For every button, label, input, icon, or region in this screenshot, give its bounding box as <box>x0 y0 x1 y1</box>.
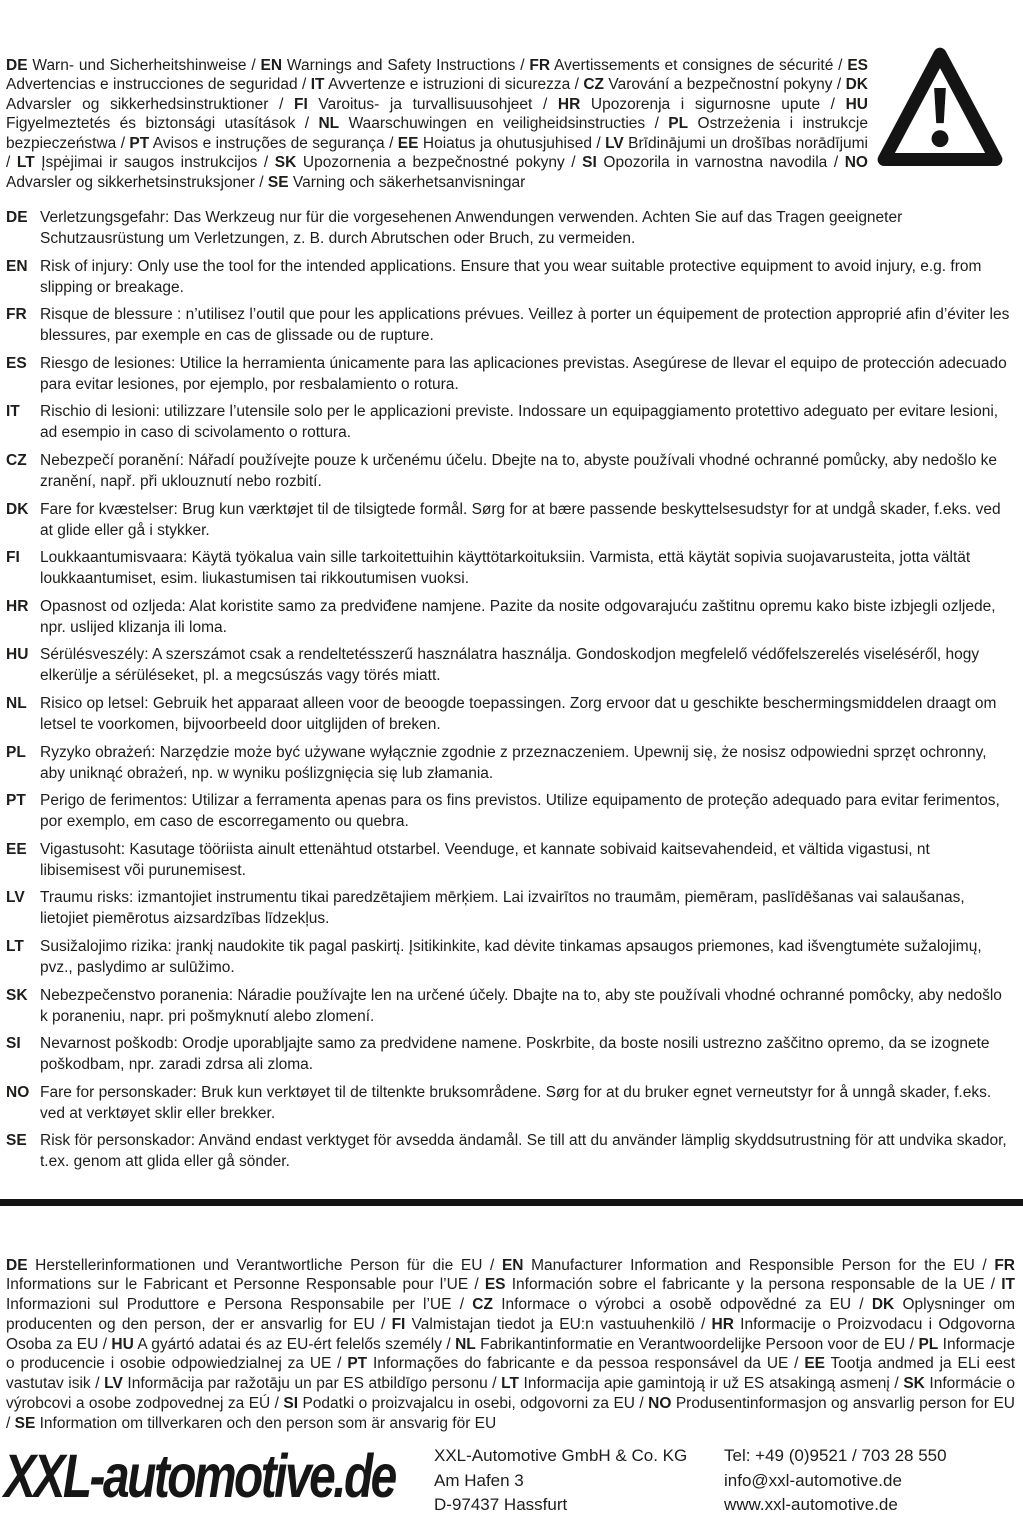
language-code: IT <box>6 403 20 421</box>
warning-text: Ryzyko obrażeń: Narzędzie może być używane wyłącznie zgodnie z przeznaczeniem. Upewnij się, że nosisz odpowiedni sprzęt ochronny, aby uniknąć obrażeń, np. w wyniku poślizgnięcia się lub złamania. <box>40 743 987 782</box>
warning-text: Nebezpečenstvo poranenia: Náradie používajte len na určené účely. Dbajte na to, aby ste používali vhodné ochranné pomôcky, aby nedošlo k poraneniu, napr. pri pošmyknutí alebo zlomení. <box>40 986 1002 1025</box>
warning-text: Rischio di lesioni: utilizzare l’utensile solo per le applicazioni previste. Indossare un equipaggiamento protettivo adeguato per evitare lesioni, ad esempio in caso di scivolamento o rottura. <box>40 403 999 442</box>
language-code: FI <box>6 549 20 567</box>
warning-triangle-icon <box>875 41 1005 174</box>
warning-text: Risk för personskador: Använd endast verktyget för avsedda ändamål. Se till att du använder lämplig skyddsutrustning för att undvika skador, t.ex. genom att glida eller gå sönder. <box>40 1132 1007 1171</box>
warning-text: Risk of injury: Only use the tool for the intended applications. Ensure that you wear suitable protective equipment to avoid injury, e.g. from slipping or breakage. <box>40 257 982 296</box>
language-code: LV <box>6 889 25 907</box>
warning-row-es <box>6 353 1013 395</box>
warning-row-fr <box>6 304 1013 346</box>
warning-text: Loukkaantumisvaara: Käytä työkalua vain sille tarkoitettuihin käyttötarkoituksiin. Varmista, että käytät sopivia suojavarusteita, jotta vältät loukkaantumiset, esim. liukastumisen tai rikkoutumisen vuoksi. <box>40 549 971 588</box>
footer <box>0 1441 1023 1514</box>
company-street: Am Hafen 3 <box>434 1470 524 1490</box>
language-code: ES <box>6 354 27 372</box>
warning-row-fi <box>6 547 1013 589</box>
warning-text: Riesgo de lesiones: Utilice la herramienta únicamente para las aplicaciones previstas. Asegúrese de llevar el equipo de protección adecuado para evitar lesiones, por ejemplo, por resbalamiento o rotura. <box>40 354 1007 393</box>
warning-text: Verletzungsgefahr: Das Werkzeug nur für die vorgesehenen Anwendungen verwenden. Achten Sie auf das Tragen geeigneter Schutzausrüstung um Verletzungen, z. B. durch Abrutschen oder Bruch, zu vermeiden. <box>40 209 903 247</box>
warning-text: Susižalojimo rizika: įrankį naudokite tik pagal paskirtį. Įsitikinkite, kad dėvite tinkamas apsaugos priemones, kad išvengtumėte sužalojimų, pvz., paslydimo ar sulūžimo. <box>40 937 982 976</box>
warning-text: Risque de blessure : n’utilisez l’outil que pour les applications prévues. Veillez à porter un équipement de protection approprié afin d’éviter les blessures, par exemple en cas de glissade ou de rupture. <box>40 306 1010 345</box>
language-code: EN <box>6 257 28 275</box>
language-code: HU <box>6 646 29 664</box>
section-divider <box>0 1199 1023 1206</box>
warning-row-nl <box>6 693 1013 735</box>
manufacturer-info: DE Herstellerinformationen und Verantwortliche Person für die EU / EN Manufacturer Information and Responsible Person for the EU / FR Informations sur le Fabricant et Personne Responsable pour l’UE / ES Información sobre el fabricante y la persona responsable de la UE / IT Informazioni sul Produttore e Persona Responsabile per l’UE / CZ Informace o výrobci a osobě odpovědné za EU / DK Oplysninger om producenten og den person, der er ansvarlig for EU / FI Valmistajan tiedot ja EU:n vastuuhenkilö / HR Informacije o Proizvodacu i Odgovorna Osoba za EU / HU A gyártó adatai és az EU-ért felelős személy / NL Fabrikantinformatie en Verantwoordelijke Persoon voor de EU / PL Informacje o producencie i osobie odpowiedzialnej za UE / PT Informações do fabricante e da pessoa responsável da UE / EE Tootja andmed ja ELi eest vastutav isik / LV Informācija par ražotāju un par ES atbildīgo personu / LT Informacija apie gamintoją ir už ES atsakingą asmenį / SK Informácie o výrobcovi a osobe zodpovednej za EÚ / SI Podatki o proizvajalcu in osebi, odgovorni za EU / NO Produsentinformasjon og ansvarlig person for EU / SE Information om tillverkaren och den person som är ansvarig för EU <box>6 1256 1016 1432</box>
warning-text: Nebezpečí poranění: Nářadí používejte pouze k určenému účelu. Dbejte na to, abyste používali vhodné ochranné pomůcky, aby nedošlo ke zranění, např. při uklouznutí nebo rozbití. <box>40 451 998 490</box>
company-name: XXL-Automotive GmbH & Co. KG <box>434 1446 688 1465</box>
website-url: www.xxl-automotive.de <box>724 1495 898 1514</box>
language-code: SI <box>6 1035 21 1053</box>
warning-row-hr <box>6 596 1013 638</box>
language-code: NO <box>6 1083 30 1101</box>
language-code: SK <box>6 986 28 1004</box>
warning-text: Opasnost od ozljeda: Alat koristite samo za predviđene namjene. Pazite da nosite odgovarajuću zaštitnu opremu kako biste izbjegli ozljede, npr. uslijed klizanja ili loma. <box>40 597 996 636</box>
language-code: HR <box>6 597 29 615</box>
language-code: LT <box>6 937 24 955</box>
warning-row-cz <box>6 450 1013 492</box>
company-contact <box>724 1444 947 1518</box>
warning-row-en <box>6 256 1013 298</box>
company-address <box>434 1444 687 1518</box>
warning-text: Fare for kvæstelser: Brug kun værktøjet til de tilsigtede formål. Sørg for at bære passende beskyttelsesudstyr for at undgå skader, f.eks. ved at glide eller gå i stykker. <box>40 500 1001 539</box>
company-city: D-97437 Hassfurt <box>434 1495 568 1514</box>
language-code: DK <box>6 500 29 518</box>
header <box>6 40 1015 208</box>
warning-row-sk <box>6 985 1013 1027</box>
multilingual-title: DE Warn- und Sicherheitshinweise / EN Warnings and Safety Instructions / FR Avertissements et consignes de sécurité / ES Advertencias e instrucciones de seguridad / IT Avvertenze e istruzioni di sicurezza / CZ Varování a bezpečnostní pokyny / DK Advarsler og sikkerhedsinstruktioner / FI Varoitus- ja turvallisuusohjeet / HR Upozorenja i sigurnosne upute / HU Figyelmeztetés és biztonsági utasítások / NL Waarschuwingen en veiligheidsinstructies / PL Ostrzeżenia i instrukcje bezpieczeństwa / PT Avisos e instruções de segurança / EE Hoiatus ja ohutusjuhised / LV Brīdinājumi un drošības norādījumi / LT Įspėjimai ir saugos instrukcijos / SK Upozornenia a bezpečnostné pokyny / SI Opozorila in varnostna navodila / NO Advarsler og sikkerhetsinstruksjoner / SE Varning och säkerhetsanvisningar <box>6 56 868 192</box>
phone-number: Tel: +49 (0)9521 / 703 28 550 <box>724 1446 947 1465</box>
warnings-list <box>6 207 1013 1179</box>
warning-row-hu <box>6 644 1013 686</box>
warning-text: Perigo de ferimentos: Utilizar a ferramenta apenas para os fins previstos. Utilize equipamento de proteção adequado para evitar ferimentos, por exemplo, em caso de escorregamento ou quebra. <box>40 792 1000 831</box>
language-code: PT <box>6 792 26 810</box>
warning-text: Risico op letsel: Gebruik het apparaat alleen voor de beoogde toepassingen. Zorg ervoor dat u geschikte beschermingsmiddelen draagt om letsel te voorkomen, bijvoorbeeld door uitglijden of breken. <box>40 694 997 733</box>
language-code: FR <box>6 306 27 324</box>
warning-row-lv <box>6 887 1013 929</box>
language-code: DE <box>6 209 28 226</box>
warning-row-lt <box>6 936 1013 978</box>
warning-row-si <box>6 1033 1013 1075</box>
warning-row-ee <box>6 839 1013 881</box>
warning-text: Traumu risks: izmantojiet instrumentu tikai paredzētajiem mērķiem. Lai izvairītos no traumām, piemēram, paslīdēšanas vai salaušanas, lietojiet piemērotus aizsardzības līdzekļus. <box>40 889 965 928</box>
warning-text: Nevarnost poškodb: Orodje uporabljajte samo za predvidene namene. Poskrbite, da boste nosili ustrezno zaščitno opremo, da se izognete poškodbam, npr. zaradi zdrsa ali zloma. <box>40 1035 990 1074</box>
language-code: EE <box>6 840 27 858</box>
warning-row-dk <box>6 499 1013 541</box>
email-address: info@xxl-automotive.de <box>724 1470 902 1490</box>
warning-row-no <box>6 1082 1013 1124</box>
warning-text: Fare for personskader: Bruk kun verktøyet til de tiltenkte bruksområdene. Sørg for at du bruker egnet verneutstyr for å unngå skader, f.eks. ved at verktøyet sklir eller brekker. <box>40 1083 992 1122</box>
warning-row-se <box>6 1130 1013 1172</box>
warning-row-pl <box>6 742 1013 784</box>
warning-text: Sérülésveszély: A szerszámot csak a rendeltetésszerű használatra használja. Gondoskodjon megfelelő védőfelszerelés viseléséről, hogy elkerülje a sérüléseket, pl. a megcsúszás vagy törés miatt. <box>40 646 980 685</box>
warning-text: Vigastusoht: Kasutage tööriista ainult ettenähtud otstarbel. Veenduge, et kannate sobivaid kaitsevahendeid, et vältida vigastusi, nt libisemisest või purunemisest. <box>40 840 930 879</box>
language-code: SE <box>6 1132 27 1150</box>
warning-row-pt <box>6 790 1013 832</box>
language-code: NL <box>6 694 27 712</box>
language-code: PL <box>6 743 26 761</box>
warning-row-it <box>6 401 1013 443</box>
warning-row-de <box>6 207 1013 249</box>
language-code: CZ <box>6 451 27 469</box>
company-logo: XXL-automotive.de <box>4 1442 395 1512</box>
